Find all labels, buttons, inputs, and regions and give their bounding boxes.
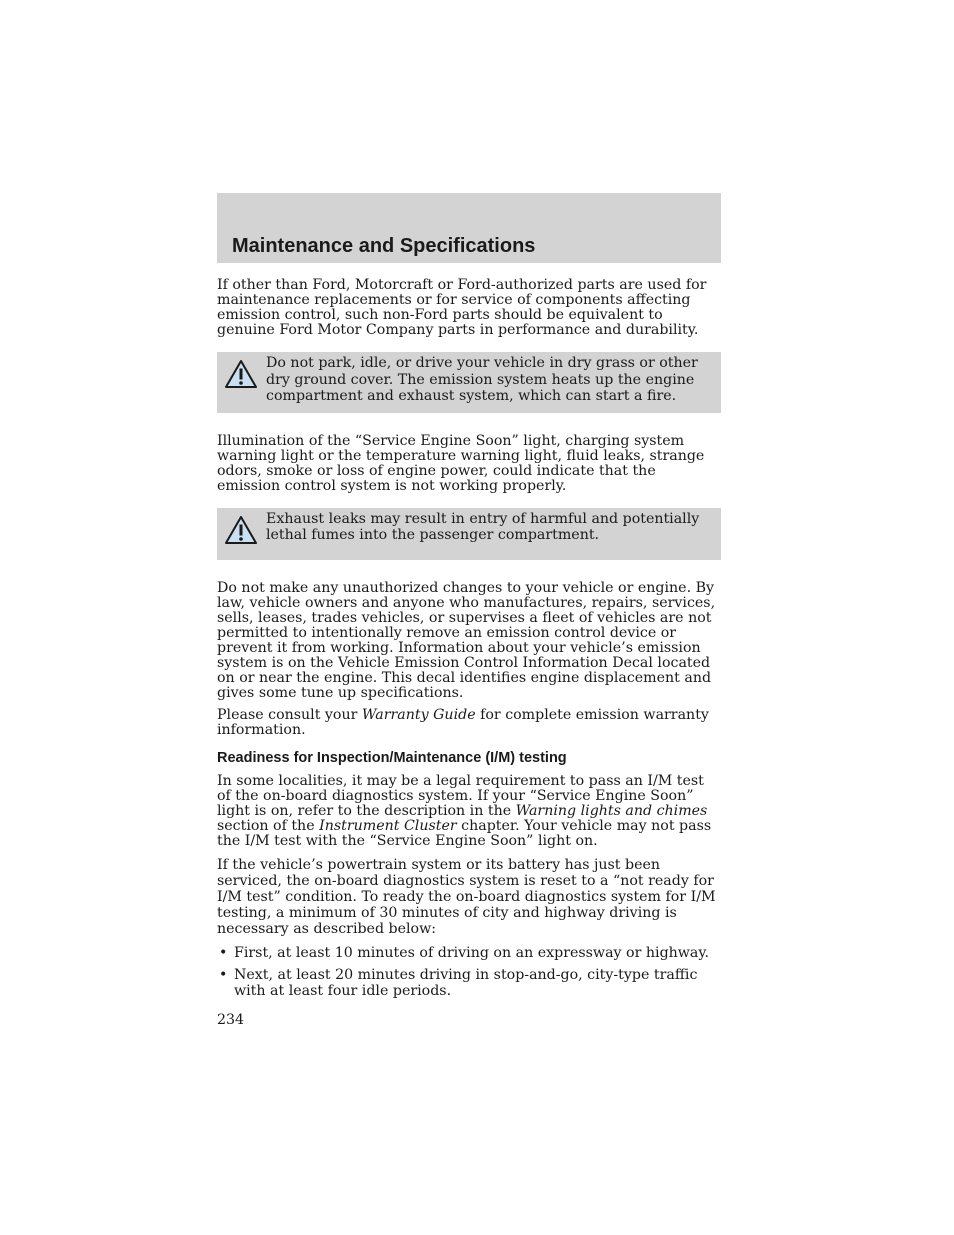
im-warning-lights-ref: Warning lights and chimes <box>515 802 708 819</box>
im-text-part1: In some localities, it may be a legal requirement to pass an I/M test of the on-board diagnostics system. If your “Service Engine Soon” light is on, refer to the description in the <box>217 772 704 819</box>
warranty-guide-title: Warranty Guide <box>361 706 476 723</box>
warning-triangle-icon <box>224 359 258 389</box>
paragraph-im-requirement <box>217 774 721 849</box>
driving-steps-list <box>217 945 721 999</box>
warning-triangle-icon <box>224 515 258 545</box>
list-item-text: First, at least 10 minutes of driving on an expressway or highway. <box>234 944 710 961</box>
warning-box-exhaust-leaks <box>217 508 721 560</box>
paragraph-unauthorized-changes: Do not make any unauthorized changes to your vehicle or engine. By law, vehicle owners and anyone who manufactures, repairs, services, sells, leases, trades vehicles, or supervises a fleet of vehicles are not permitted to intentionally remove an emission control device or prevent it from working. Information about your vehicle’s emission system is on the Vehicle Emission Control Information Decal located on or near the engine. This decal identifies engine displacement and gives some tune up specifications. <box>217 579 716 701</box>
list-item-text: Next, at least 20 minutes driving in stop-and-go, city-type traffic with at least four idle periods. <box>234 966 698 999</box>
bullet-marker: • <box>219 944 228 961</box>
paragraph-warranty-guide <box>217 708 721 738</box>
im-text-part3: chapter. Your vehicle may not pass the I/M test with the “Service Engine Soon” light on. <box>217 817 712 849</box>
warranty-text-before: Please consult your <box>217 706 362 723</box>
warning-text-exhaust-leaks: Exhaust leaks may result in entry of harmful and potentially lethal fumes into the passenger compartment. <box>266 510 700 543</box>
list-item <box>217 967 721 999</box>
page-number: 234 <box>217 1011 245 1028</box>
page-content <box>217 278 721 1028</box>
im-text-part2: section of the <box>217 817 320 834</box>
warranty-text-after: for complete emission warranty information. <box>217 706 709 738</box>
bullet-marker: • <box>219 966 228 983</box>
paragraph-parts-equivalence: If other than Ford, Motorcraft or Ford-authorized parts are used for maintenance replacements or for service of components affecting emission control, such non-Ford parts should be equivalent to genuine Ford Motor Company parts in performance and durability. <box>217 277 707 338</box>
section-header-band <box>217 193 721 263</box>
warning-text-dry-grass: Do not park, idle, or drive your vehicle in dry grass or other dry ground cover. The emission system heats up the engine compartment and exhaust system, which can start a fire. <box>266 355 698 404</box>
im-instrument-cluster-ref: Instrument Cluster <box>319 817 457 834</box>
paragraph-diagnostics-reset: If the vehicle’s powertrain system or its battery has just been serviced, the on-board diagnostics system is reset to a “not ready for I/M test” condition. To ready the on-board diagnostics system for I/M testing, a minimum of 30 minutes of city and highway driving is necessary as described below: <box>217 856 716 937</box>
list-item <box>217 945 721 961</box>
paragraph-warning-indicators: Illumination of the “Service Engine Soon” light, charging system warning light or the temperature warning light, fluid leaks, strange odors, smoke or loss of engine power, could indicate that the emission control system is not working properly. <box>217 432 705 494</box>
section-title: Maintenance and Specifications <box>232 235 536 257</box>
subheading-im-testing: Readiness for Inspection/Maintenance (I/M) testing <box>217 749 567 766</box>
warning-box-dry-grass <box>217 352 721 413</box>
